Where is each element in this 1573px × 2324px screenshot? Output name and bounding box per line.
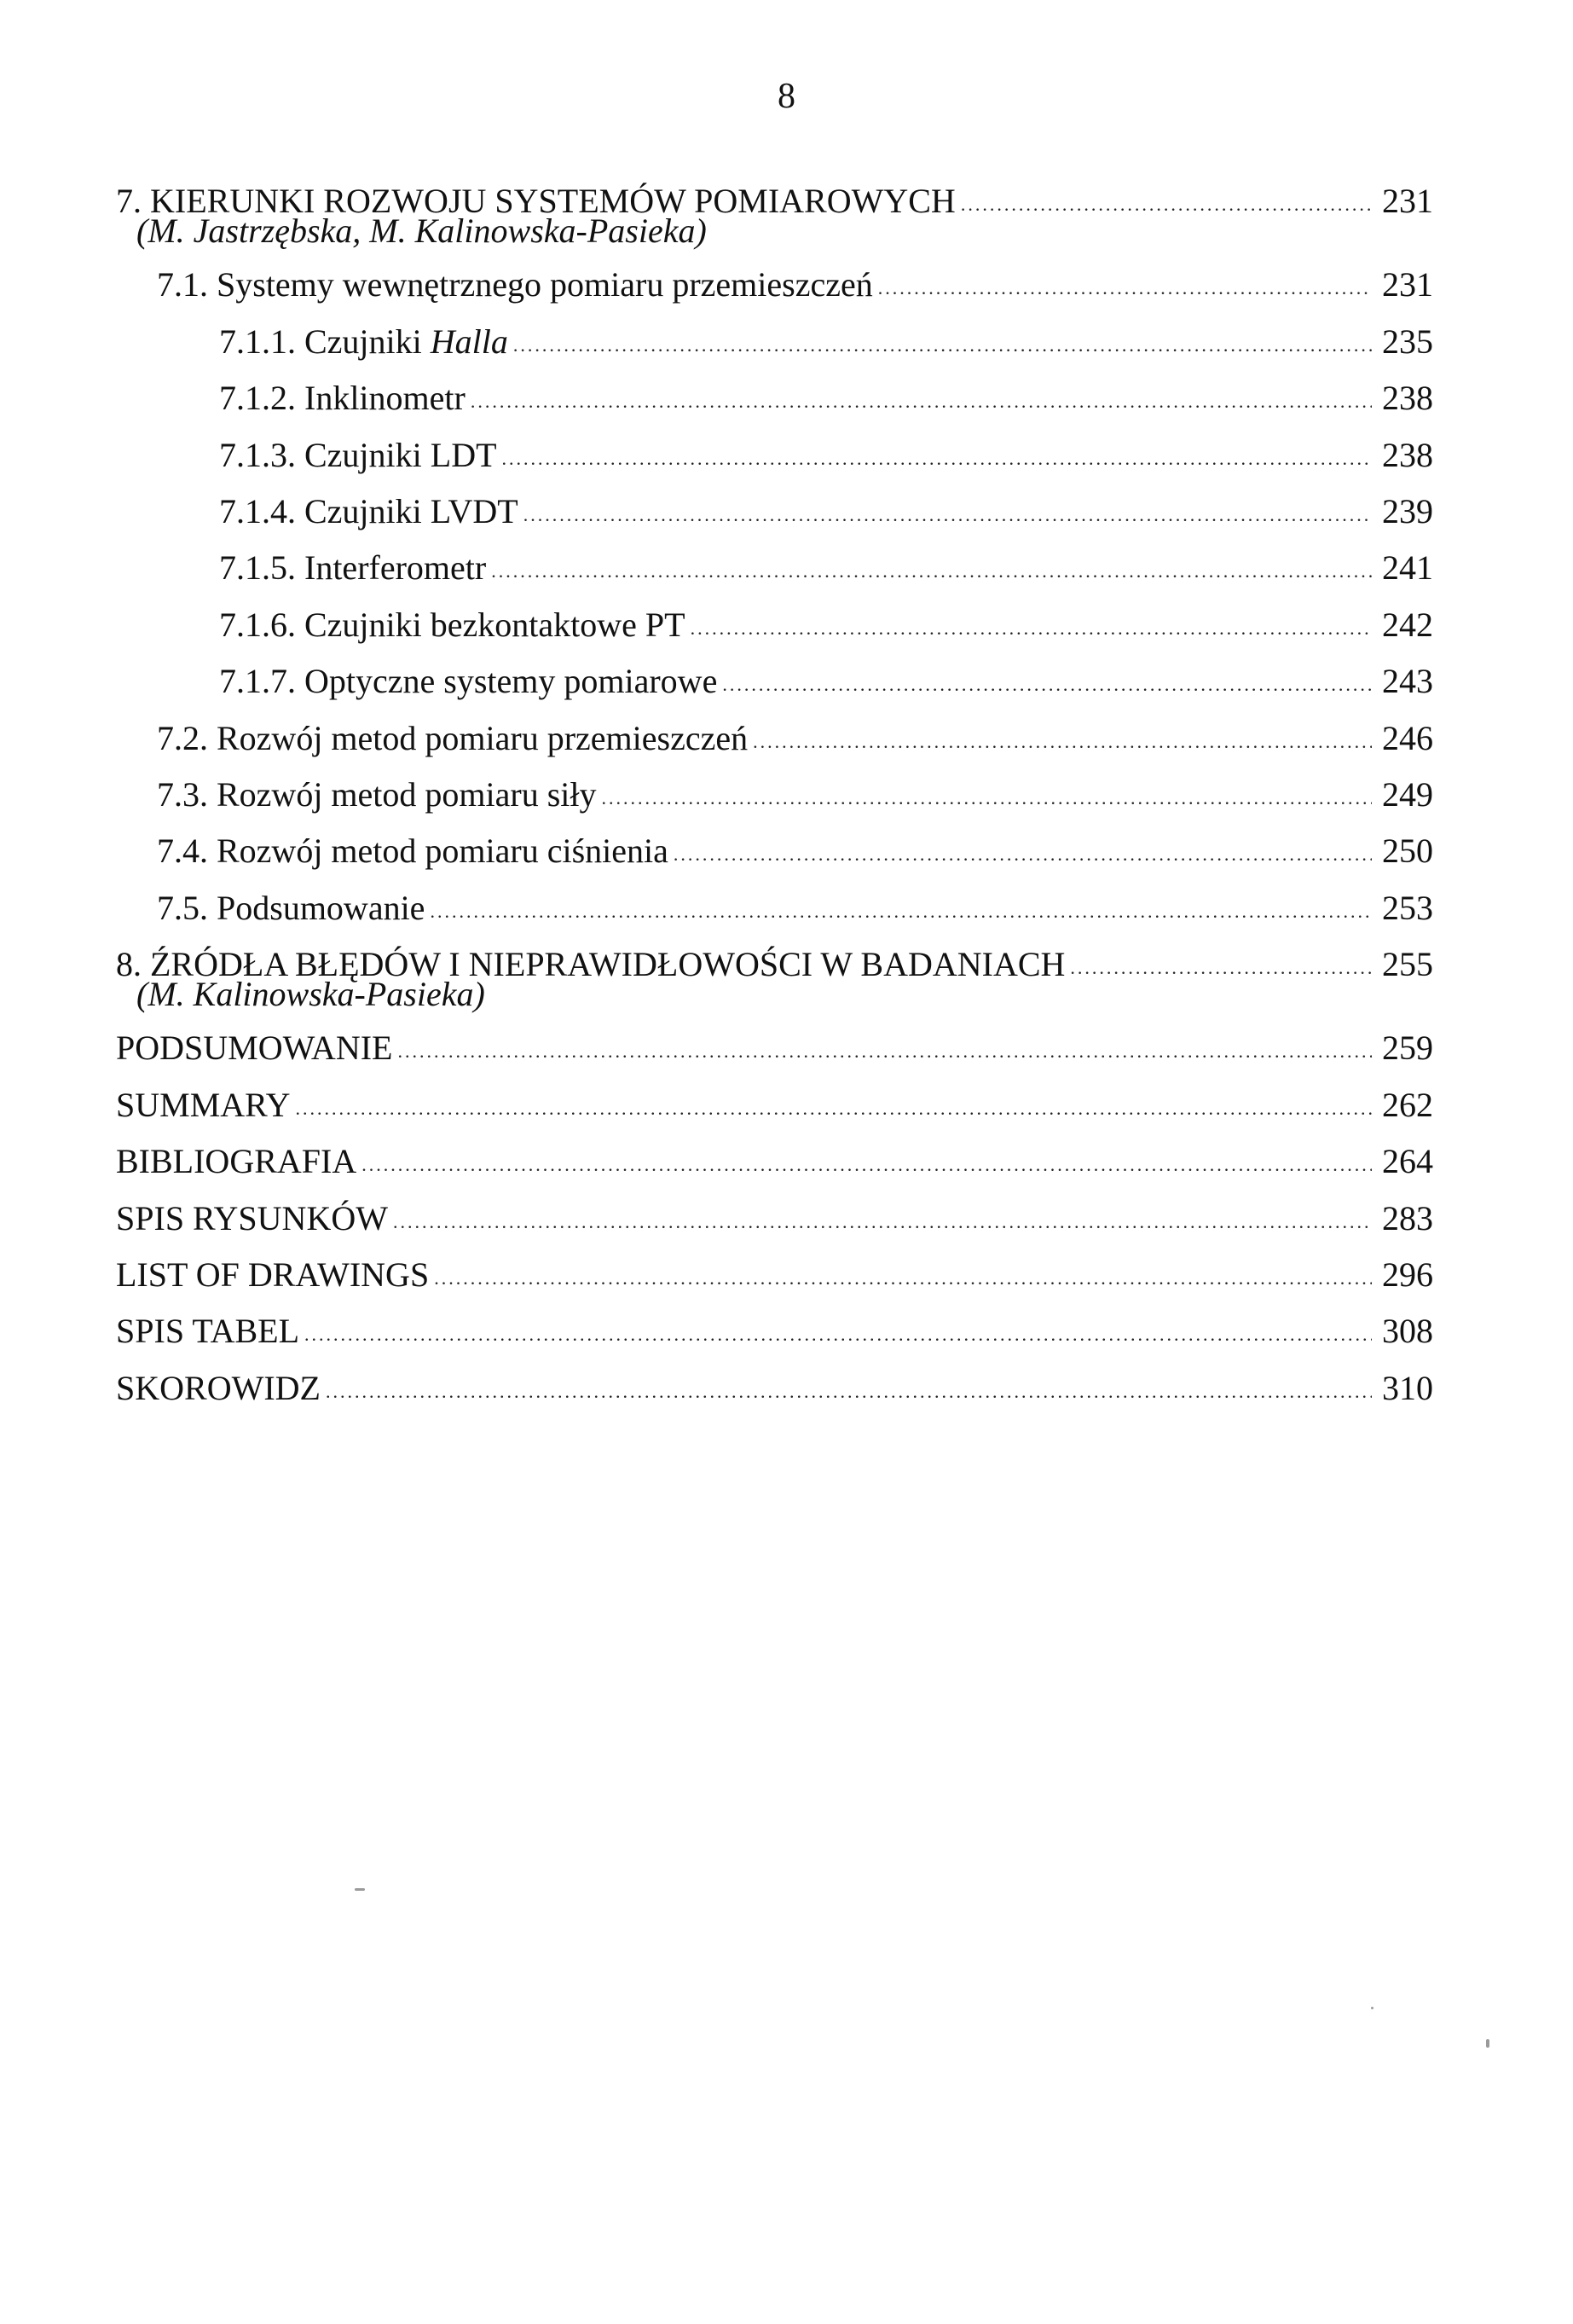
toc-entry-page: 238 [1382,379,1433,418]
toc-entry-number: 8. [116,945,142,984]
toc-entry-page: 231 [1382,265,1433,304]
toc-entry-title: Rozwój metod pomiaru siły [217,774,597,814]
toc-entry-subsection[interactable] [116,597,1433,653]
toc-entry-page: 296 [1382,1255,1433,1295]
toc-entry-number: 7.1.3. [219,435,296,474]
toc-entry-number: 7. [116,182,142,220]
author-line: (M. Jastrzębska, M. Kalinowska-Pasieka) [136,212,707,251]
toc-entry-number: 7.4. [157,832,208,871]
toc-entry-number: 7.1.5. [219,548,296,588]
toc-entry-section[interactable] [116,257,1433,313]
toc-entry-subsection[interactable] [116,370,1433,426]
toc-entry-page: 238 [1382,435,1433,474]
author-line: (M. Kalinowska-Pasieka) [136,975,485,1014]
toc-entry-top[interactable] [116,1077,1433,1133]
dot-leader [1070,940,1372,996]
dot-leader [304,1307,1372,1363]
toc-entry-page: 253 [1382,888,1433,927]
toc-entry-page: 308 [1382,1312,1433,1351]
toc-entry-page: 262 [1382,1085,1433,1124]
toc-entry-page: 242 [1382,605,1433,644]
toc-entry-page: 250 [1382,832,1433,871]
toc-entry-top[interactable] [116,1360,1433,1417]
dot-leader [471,374,1372,430]
toc-entry-title: Czujniki [304,322,431,361]
toc-entry-top[interactable] [116,1247,1433,1303]
toc-entry-page: 264 [1382,1142,1433,1181]
toc-entry-title: Rozwój metod pomiaru przemieszczeń [217,718,749,757]
toc-entry-page: 249 [1382,774,1433,814]
toc-entry-number: 7.1.1. [219,322,296,361]
toc-entry-subsection[interactable] [116,540,1433,596]
dot-leader [523,487,1372,543]
toc-entry-title: PODSUMOWANIE [116,1029,393,1068]
dot-leader [602,770,1372,826]
toc-entry-number: 7.2. [157,718,208,757]
toc-entry-page: 310 [1382,1368,1433,1407]
dot-leader [961,177,1372,233]
scan-speck [1371,2007,1373,2009]
dot-leader [296,1081,1372,1137]
dot-leader [753,714,1372,770]
toc-entry-top[interactable] [116,1191,1433,1247]
dot-leader [502,431,1372,487]
dot-leader [393,1194,1372,1250]
toc-entry-title: Czujniki LVDT [304,491,518,530]
toc-entry-page: 231 [1382,182,1433,220]
dot-leader [691,600,1372,657]
toc-entry-title: Interferometr [304,548,487,588]
dot-leader [722,657,1372,713]
toc-entry-number: 7.5. [157,888,208,927]
toc-entry-title: Czujniki LDT [304,435,497,474]
toc-entry-title: Rozwój metod pomiaru ciśnienia [217,832,668,871]
toc-entry-subsection[interactable] [116,653,1433,710]
toc-entry-page: 259 [1382,1029,1433,1068]
toc-entry-page: 239 [1382,491,1433,530]
toc-entry-title: KIERUNKI ROZWOJU SYSTEMÓW POMIAROWYCH [150,182,956,220]
toc-entry-number: 7.1.7. [219,662,296,701]
scan-speck [1486,2039,1489,2048]
toc-entry-section[interactable] [116,767,1433,823]
toc-entry-top[interactable] [116,1133,1433,1190]
toc-entry-subsection[interactable] [116,484,1433,540]
toc-entry-section[interactable] [116,710,1433,767]
dot-leader [491,543,1372,600]
toc-entry-section[interactable] [116,880,1433,936]
toc-entry-title: Optyczne systemy pomiarowe [304,662,718,701]
toc-entry-title: Systemy wewnętrznego pomiaru przemieszczeń [217,265,873,304]
toc-entry-title: BIBLIOGRAFIA [116,1142,357,1181]
scan-speck [355,1888,365,1891]
toc-entry-section[interactable] [116,823,1433,879]
dot-leader [513,317,1372,374]
toc-entry-title: SPIS TABEL [116,1312,299,1351]
toc-entry-title: Czujniki bezkontaktowe PT [304,605,685,644]
toc-entry-top[interactable] [116,1020,1433,1076]
toc-entry-number: 7.1.2. [219,379,296,418]
toc-entry-number: 7.3. [157,774,208,814]
toc-entry-page: 283 [1382,1198,1433,1237]
toc-entry-page: 243 [1382,662,1433,701]
toc-entry-title: Podsumowanie [217,888,425,927]
toc-entry-subsection[interactable] [116,427,1433,484]
toc-entry-page: 255 [1382,945,1433,984]
table-of-contents [116,173,1433,1417]
toc-entry-page: 246 [1382,718,1433,757]
toc-entry-page: 235 [1382,322,1433,361]
toc-entry-page: 241 [1382,548,1433,588]
toc-entry-title: ŹRÓDŁA BŁĘDÓW I NIEPRAWIDŁOWOŚCI W BADANIACH [150,945,1066,984]
toc-entry-top[interactable] [116,1303,1433,1359]
toc-entry-title-italic: Halla [430,322,508,361]
toc-entry-title: Inklinometr [304,379,466,418]
dot-leader [326,1364,1372,1420]
toc-entry-number: 7.1. [157,265,208,304]
toc-entry-number: 7.1.4. [219,491,296,530]
page-number: 8 [778,77,795,116]
toc-entry-title: SPIS RYSUNKÓW [116,1198,388,1237]
dot-leader [430,884,1372,940]
toc-entry-title: LIST OF DRAWINGS [116,1255,430,1295]
dot-leader [674,826,1372,883]
toc-entry-subsection[interactable] [116,314,1433,370]
toc-entry-title: SKOROWIDZ [116,1368,321,1407]
dot-leader [434,1250,1372,1307]
toc-entry-number: 7.1.6. [219,605,296,644]
toc-entry-title: SUMMARY [116,1085,291,1124]
dot-leader [397,1023,1372,1080]
dot-leader [878,260,1372,316]
dot-leader [361,1137,1372,1193]
